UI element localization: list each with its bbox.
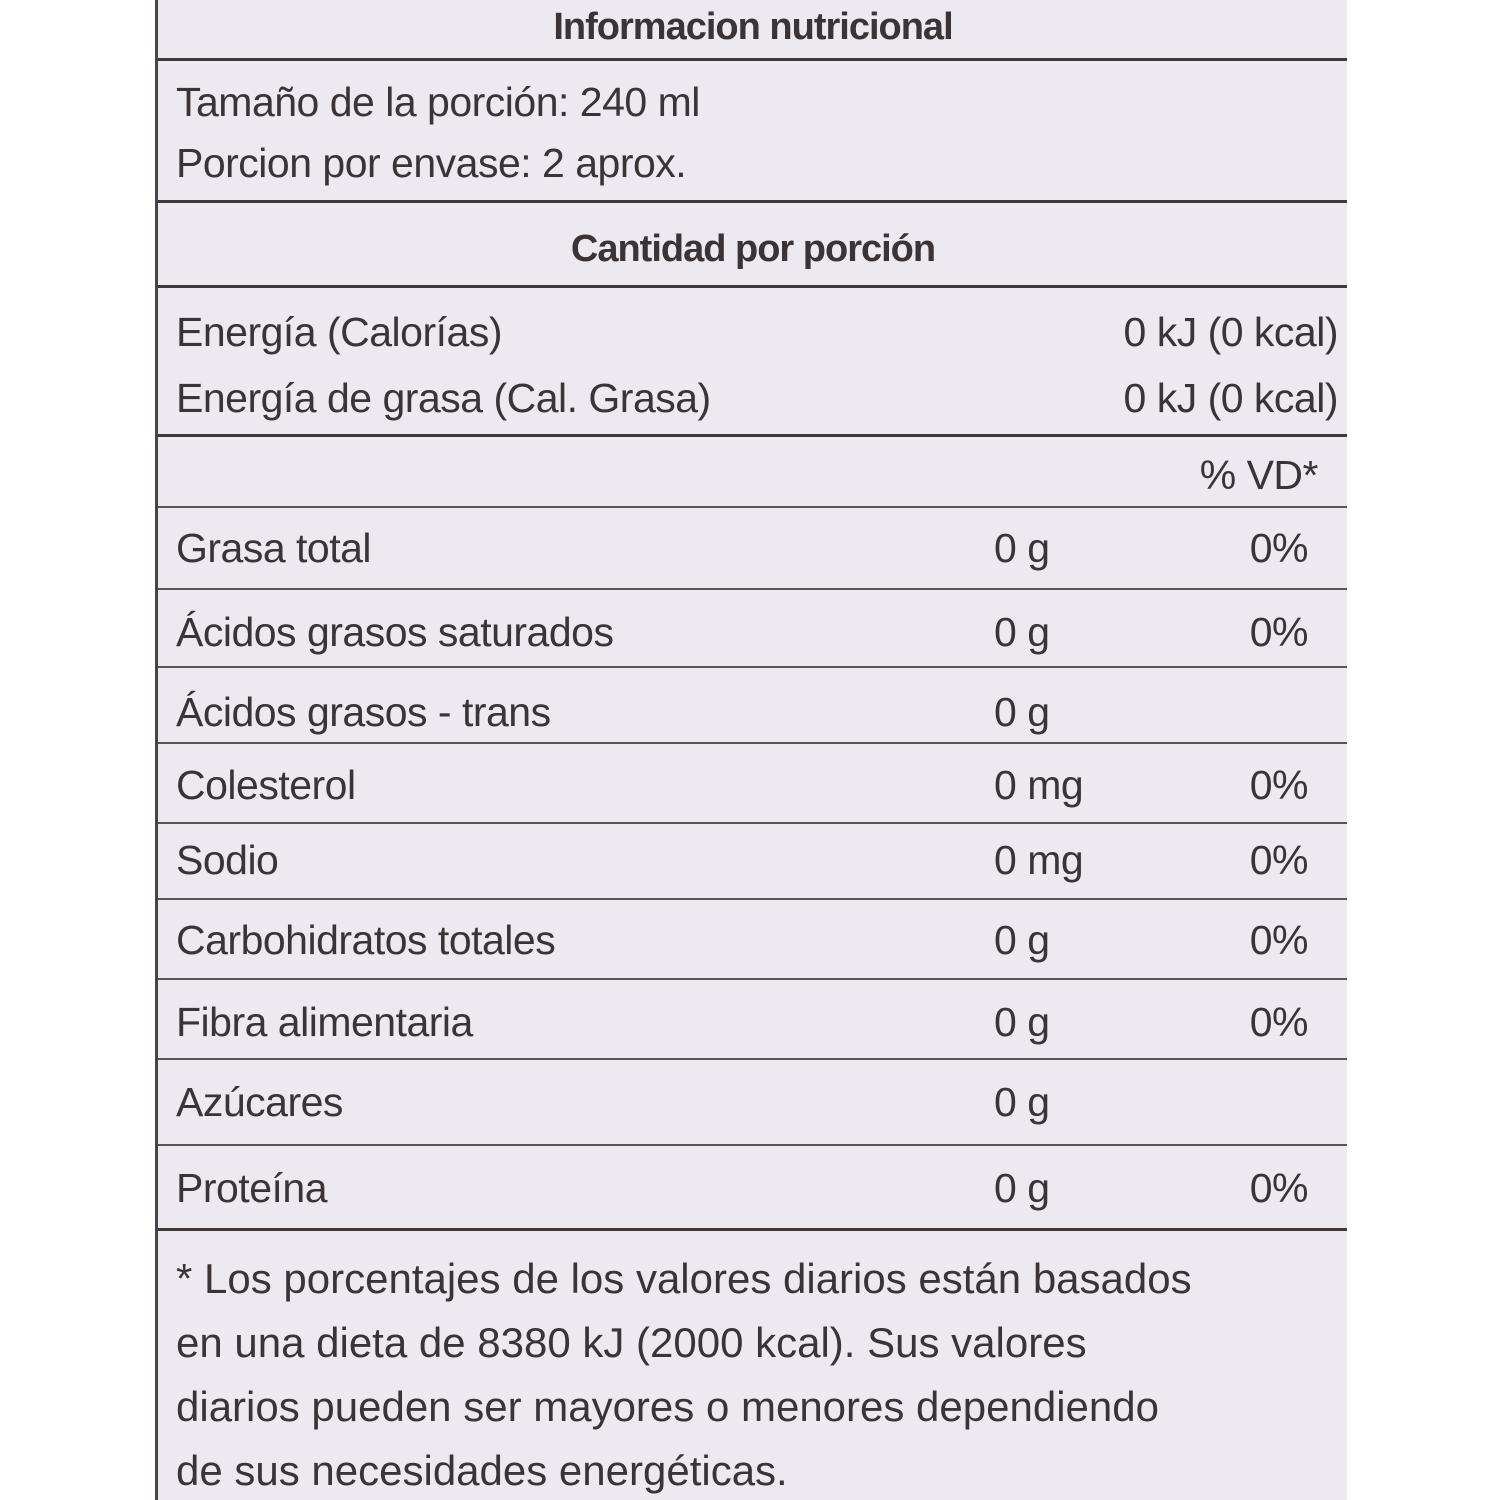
nutrient-daily-value: 0% [1249, 525, 1308, 571]
nutrient-amount: 0 g [994, 917, 1050, 963]
label-title: Informacion nutricional [553, 6, 953, 48]
nutrient-amount: 0 mg [994, 762, 1084, 808]
divider [158, 1228, 1347, 1231]
nutrient-amount: 0 g [994, 999, 1050, 1045]
nutrient-label: Ácidos grasos - trans [176, 689, 551, 735]
nutrient-amount: 0 g [994, 1079, 1050, 1125]
nutrient-label: Fibra alimentaria [176, 999, 473, 1045]
footnote-line: de sus necesidades energéticas. [176, 1447, 788, 1494]
nutrient-daily-value: 0% [1249, 837, 1308, 883]
divider [158, 1058, 1347, 1060]
nutrient-label: Ácidos grasos saturados [176, 609, 614, 655]
divider [158, 822, 1347, 824]
divider [158, 285, 1347, 288]
divider [158, 978, 1347, 980]
daily-value-header: % VD* [1199, 452, 1318, 498]
divider [158, 506, 1347, 508]
nutrient-amount: 0 g [994, 1165, 1050, 1211]
nutrient-daily-value: 0% [1249, 609, 1308, 655]
serving-size: Tamaño de la porción: 240 ml [176, 79, 700, 125]
nutrient-amount: 0 g [994, 609, 1050, 655]
nutrient-label: Azúcares [176, 1079, 343, 1125]
nutrient-amount: 0 mg [994, 837, 1084, 883]
nutrient-daily-value: 0% [1249, 999, 1308, 1045]
energy-label: Energía (Calorías) [176, 309, 502, 355]
footnote-line: * Los porcentajes de los valores diarios están basados [176, 1255, 1192, 1302]
amount-per-serving-header: Cantidad por porción [570, 228, 936, 270]
nutrient-daily-value: 0% [1249, 1165, 1308, 1211]
servings-per-container: Porcion por envase: 2 aprox. [176, 140, 687, 186]
nutrient-amount: 0 g [994, 525, 1050, 571]
nutrient-label: Proteína [176, 1165, 327, 1211]
energy-value: 0 kJ (0 kcal) [1123, 309, 1338, 355]
nutrient-label: Carbohidratos totales [176, 917, 556, 963]
fat-energy-label: Energía de grasa (Cal. Grasa) [176, 375, 711, 421]
divider [158, 200, 1347, 203]
nutrient-daily-value: 0% [1249, 762, 1308, 808]
nutrient-label: Grasa total [176, 525, 372, 571]
divider [158, 434, 1347, 437]
divider [158, 898, 1347, 900]
nutrition-facts-label [155, 0, 1347, 1500]
nutrient-label: Sodio [176, 837, 279, 883]
divider [158, 1144, 1347, 1146]
nutrient-daily-value: 0% [1249, 917, 1308, 963]
nutrient-amount: 0 g [994, 689, 1050, 735]
divider [158, 588, 1347, 590]
divider [158, 666, 1347, 668]
divider [158, 58, 1347, 61]
footnote-line: en una dieta de 8380 kJ (2000 kcal). Sus valores [176, 1319, 1087, 1366]
nutrient-label: Colesterol [176, 762, 356, 808]
fat-energy-value: 0 kJ (0 kcal) [1123, 375, 1338, 421]
divider [158, 742, 1347, 744]
footnote-line: diarios pueden ser mayores o menores dependiendo [176, 1383, 1159, 1430]
